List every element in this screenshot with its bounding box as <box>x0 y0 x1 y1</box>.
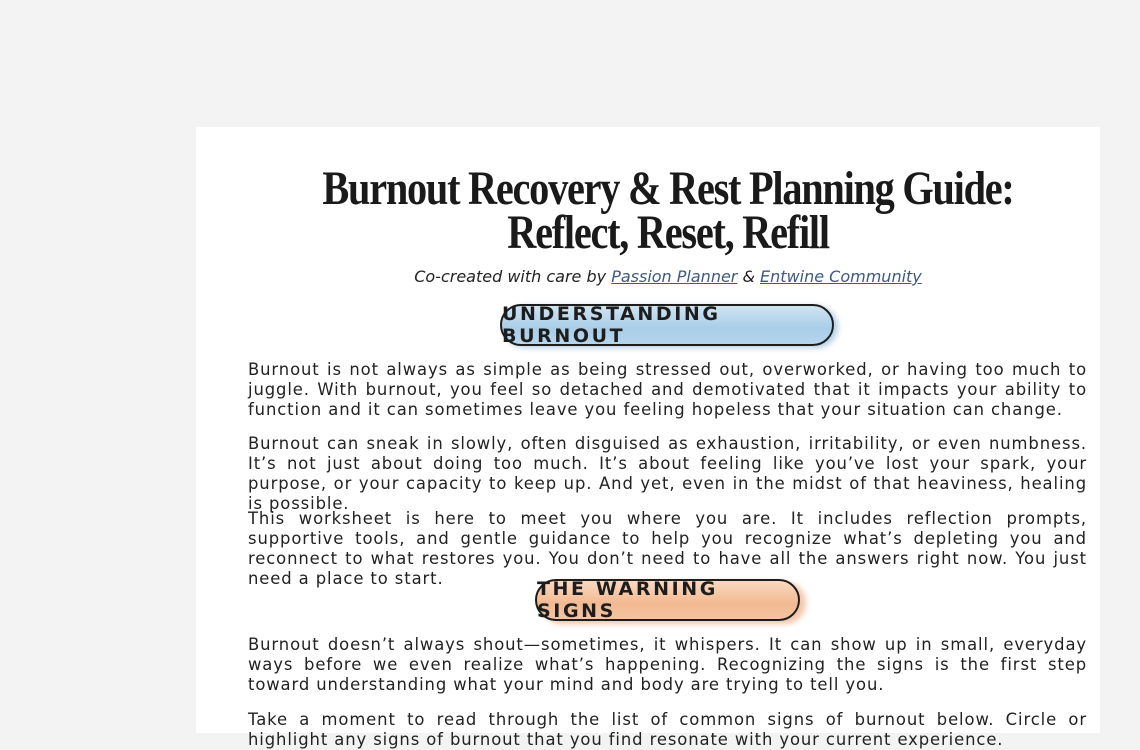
document-page <box>196 127 1100 749</box>
entwine-community-link[interactable]: Entwine Community <box>760 267 922 286</box>
byline-prefix: Co-created with care by <box>414 267 607 286</box>
paragraph: This worksheet is here to meet you where you are. It includes reflection prompts, supportive tools, and gentle guidance to help you recognize what’s depleting you and reconnect to what restores you. You don’t need to have all the answers right now. You just need a place to start. <box>248 509 1087 588</box>
title-line-1: Burnout Recovery & Rest Planning Guide: <box>322 162 1014 215</box>
title-line-2: Reflect, Reset, Refill <box>507 206 829 259</box>
section-heading-label: UNDERSTANDING BURNOUT <box>502 303 721 347</box>
section-heading-warning-signs <box>535 579 800 621</box>
paragraph: Take a moment to read through the list of common signs of burnout below. Circle or highlight any signs of burnout that you find resonate with your current experience. <box>248 710 1087 749</box>
paragraph: Burnout is not always as simple as being stressed out, overworked, or having too much to juggle. With burnout, you feel so detached and demotivated that it impacts your ability to function and it can sometimes leave you feeling hopeless that your situation can change. <box>248 360 1087 419</box>
section-heading-label: THE WARNING SIGNS <box>537 578 718 622</box>
paragraph: Burnout can sneak in slowly, often disguised as exhaustion, irritability, or even numbness. It’s not just about doing too much. It’s about feeling like you’ve lost your spark, your purpose, or your capacity to keep up. And yet, even in the midst of that heaviness, healing is possible. <box>248 434 1087 513</box>
section-heading-understanding-burnout <box>500 304 834 346</box>
passion-planner-link[interactable]: Passion Planner <box>611 267 738 286</box>
document-title <box>272 162 1065 259</box>
paragraph: Burnout doesn’t always shout—sometimes, it whispers. It can show up in small, everyday ways before we even realize what’s happening. Recognizing the signs is the first step toward understanding what your mind and body are trying to tell you. <box>248 635 1087 694</box>
byline <box>196 267 1140 286</box>
byline-ampersand: & <box>742 267 755 286</box>
